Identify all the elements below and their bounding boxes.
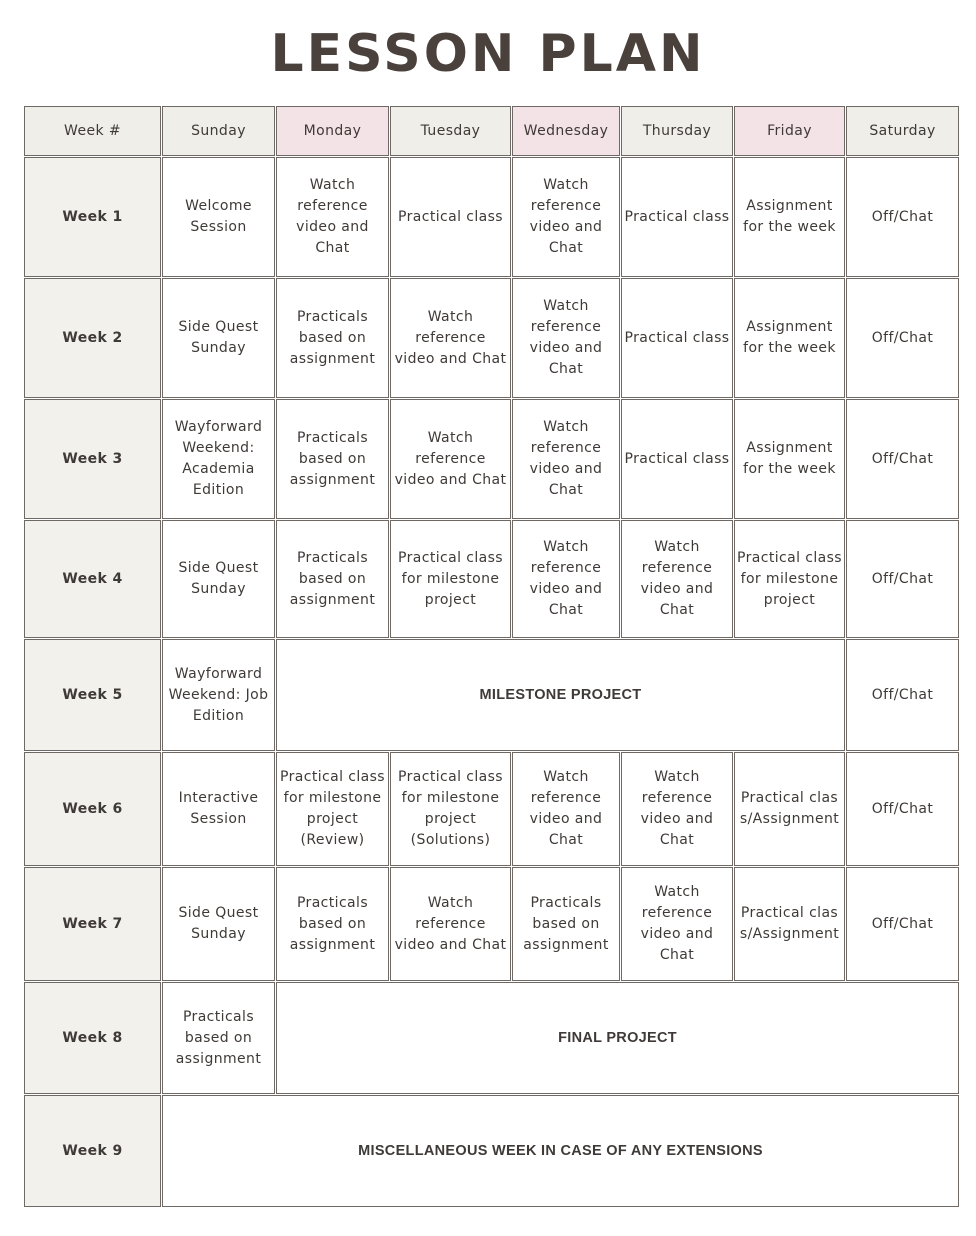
cell-text: Practical class for milestone project (Review) bbox=[280, 769, 385, 848]
cell-text: Watch reference video and Chat bbox=[529, 177, 603, 256]
cell-text: Practicals based on assignment bbox=[289, 549, 376, 608]
cell-thursday bbox=[621, 278, 733, 398]
cell-wednesday bbox=[512, 399, 620, 519]
cell-text: Watch reference video and Chat bbox=[394, 894, 507, 953]
cell-tuesday bbox=[390, 399, 511, 519]
cell-text: MILESTONE PROJECT bbox=[479, 686, 642, 703]
cell-text: Side Quest Sunday bbox=[178, 905, 259, 942]
cell-wednesday bbox=[512, 278, 620, 398]
cell-monday bbox=[276, 867, 389, 981]
header-label: Monday bbox=[303, 122, 362, 139]
cell-text: Watch reference video and Chat bbox=[640, 539, 714, 618]
header-friday bbox=[734, 106, 845, 156]
cell-monday bbox=[276, 278, 389, 398]
header-label: Saturday bbox=[869, 122, 936, 139]
cell-wednesday bbox=[512, 752, 620, 866]
cell-text: Practical class bbox=[624, 208, 730, 225]
header-tuesday bbox=[390, 106, 511, 156]
week-label-text: Week 8 bbox=[62, 1029, 123, 1046]
cell-tuesday bbox=[390, 867, 511, 981]
cell-text: Practicals based on assignment bbox=[175, 1008, 262, 1067]
cell-text: Watch reference video and Chat bbox=[529, 769, 603, 848]
cell-text: Practical class bbox=[398, 208, 503, 225]
cell-text: Off/Chat bbox=[871, 686, 934, 703]
cell-text: FINAL PROJECT bbox=[558, 1029, 677, 1046]
cell-text: Welcome Session bbox=[185, 198, 252, 235]
cell-sunday bbox=[162, 639, 275, 751]
cell-saturday bbox=[846, 867, 959, 981]
cell-saturday bbox=[846, 157, 959, 277]
week-label-text: Week 1 bbox=[62, 208, 123, 225]
week-label-text: Week 9 bbox=[62, 1142, 123, 1159]
cell-thursday bbox=[621, 157, 733, 277]
cell-wednesday bbox=[512, 520, 620, 638]
cell-text: Practical class bbox=[624, 329, 730, 346]
cell-monday bbox=[276, 520, 389, 638]
cell-text: Practical class for milestone project bbox=[398, 549, 503, 608]
cell-saturday bbox=[846, 520, 959, 638]
cell-saturday bbox=[846, 752, 959, 866]
header-label: Sunday bbox=[191, 122, 246, 139]
cell-monday bbox=[276, 157, 389, 277]
week-label bbox=[24, 157, 161, 277]
header-week bbox=[24, 106, 161, 156]
cell-text: Practical class bbox=[624, 450, 730, 467]
cell-text: Practical class/Assignment bbox=[739, 905, 840, 942]
cell-saturday bbox=[846, 278, 959, 398]
cell-monday bbox=[276, 752, 389, 866]
cell-thursday bbox=[621, 867, 733, 981]
cell-tuesday bbox=[390, 278, 511, 398]
cell-text: Assignment for the week bbox=[743, 440, 836, 477]
cell-tuesday bbox=[390, 157, 511, 277]
lesson-plan-table bbox=[24, 106, 952, 1198]
header-saturday bbox=[846, 106, 959, 156]
milestone-project-cell bbox=[276, 639, 845, 751]
cell-monday bbox=[276, 399, 389, 519]
cell-text: Watch reference video and Chat bbox=[296, 177, 369, 256]
cell-text: Off/Chat bbox=[871, 208, 934, 225]
cell-text: Assignment for the week bbox=[743, 319, 836, 356]
week-label bbox=[24, 982, 161, 1094]
page-title: LESSON PLAN bbox=[270, 24, 706, 84]
cell-sunday bbox=[162, 867, 275, 981]
cell-text: Practicals based on assignment bbox=[289, 429, 376, 488]
cell-friday bbox=[734, 157, 845, 277]
cell-saturday bbox=[846, 639, 959, 751]
cell-sunday bbox=[162, 399, 275, 519]
week-label bbox=[24, 399, 161, 519]
cell-text: Wayforward Weekend: Job Edition bbox=[168, 665, 269, 724]
header-sunday bbox=[162, 106, 275, 156]
week-label bbox=[24, 1095, 161, 1207]
cell-friday bbox=[734, 867, 845, 981]
cell-text: Watch reference video and Chat bbox=[529, 419, 603, 498]
week-label-text: Week 5 bbox=[62, 686, 123, 703]
week-label-text: Week 7 bbox=[62, 915, 123, 932]
cell-text: Off/Chat bbox=[871, 570, 934, 587]
header-monday bbox=[276, 106, 389, 156]
cell-text: Side Quest Sunday bbox=[178, 560, 259, 597]
week-label bbox=[24, 867, 161, 981]
cell-text: Off/Chat bbox=[871, 915, 934, 932]
cell-text: Assignment for the week bbox=[743, 198, 836, 235]
cell-text: Watch reference video and Chat bbox=[394, 429, 507, 488]
header-label: Tuesday bbox=[420, 122, 481, 139]
cell-sunday bbox=[162, 157, 275, 277]
cell-text: Practicals based on assignment bbox=[289, 894, 376, 953]
cell-text: Side Quest Sunday bbox=[178, 319, 259, 356]
cell-text: Practicals based on assignment bbox=[289, 308, 376, 367]
header-label: Friday bbox=[767, 122, 812, 139]
header-label: Thursday bbox=[642, 122, 712, 139]
cell-sunday bbox=[162, 278, 275, 398]
cell-text: Watch reference video and Chat bbox=[640, 769, 714, 848]
cell-thursday bbox=[621, 752, 733, 866]
cell-wednesday bbox=[512, 867, 620, 981]
header-label: Week # bbox=[64, 122, 121, 139]
cell-saturday bbox=[846, 399, 959, 519]
header-wednesday bbox=[512, 106, 620, 156]
cell-wednesday bbox=[512, 157, 620, 277]
final-project-cell bbox=[276, 982, 959, 1094]
cell-text: Off/Chat bbox=[871, 800, 934, 817]
cell-sunday bbox=[162, 520, 275, 638]
cell-text: Practical class/Assignment bbox=[739, 790, 840, 827]
cell-friday bbox=[734, 399, 845, 519]
header-label: Wednesday bbox=[523, 122, 609, 139]
week-label bbox=[24, 520, 161, 638]
cell-friday bbox=[734, 520, 845, 638]
cell-thursday bbox=[621, 520, 733, 638]
week-label bbox=[24, 752, 161, 866]
cell-text: Practical class for milestone project bbox=[737, 549, 842, 608]
cell-text: Wayforward Weekend: Academia Edition bbox=[174, 419, 263, 498]
cell-sunday bbox=[162, 752, 275, 866]
cell-sunday bbox=[162, 982, 275, 1094]
week-label-text: Week 4 bbox=[62, 570, 123, 587]
cell-text: Watch reference video and Chat bbox=[529, 539, 603, 618]
header-thursday bbox=[621, 106, 733, 156]
cell-friday bbox=[734, 278, 845, 398]
cell-tuesday bbox=[390, 520, 511, 638]
cell-text: Off/Chat bbox=[871, 450, 934, 467]
cell-tuesday bbox=[390, 752, 511, 866]
miscellaneous-week-cell bbox=[162, 1095, 959, 1207]
cell-text: Interactive Session bbox=[178, 790, 259, 827]
cell-text: Off/Chat bbox=[871, 329, 934, 346]
cell-text: Watch reference video and Chat bbox=[394, 308, 507, 367]
cell-text: MISCELLANEOUS WEEK IN CASE OF ANY EXTENSIONS bbox=[358, 1142, 763, 1159]
cell-text: Watch reference video and Chat bbox=[640, 884, 714, 963]
week-label-text: Week 3 bbox=[62, 450, 123, 467]
week-label-text: Week 6 bbox=[62, 800, 123, 817]
cell-friday bbox=[734, 752, 845, 866]
cell-text: Watch reference video and Chat bbox=[529, 298, 603, 377]
week-label bbox=[24, 278, 161, 398]
cell-text: Practical class for milestone project (Solutions) bbox=[398, 769, 503, 848]
week-label bbox=[24, 639, 161, 751]
cell-thursday bbox=[621, 399, 733, 519]
cell-text: Practicals based on assignment bbox=[523, 894, 609, 953]
week-label-text: Week 2 bbox=[62, 329, 123, 346]
